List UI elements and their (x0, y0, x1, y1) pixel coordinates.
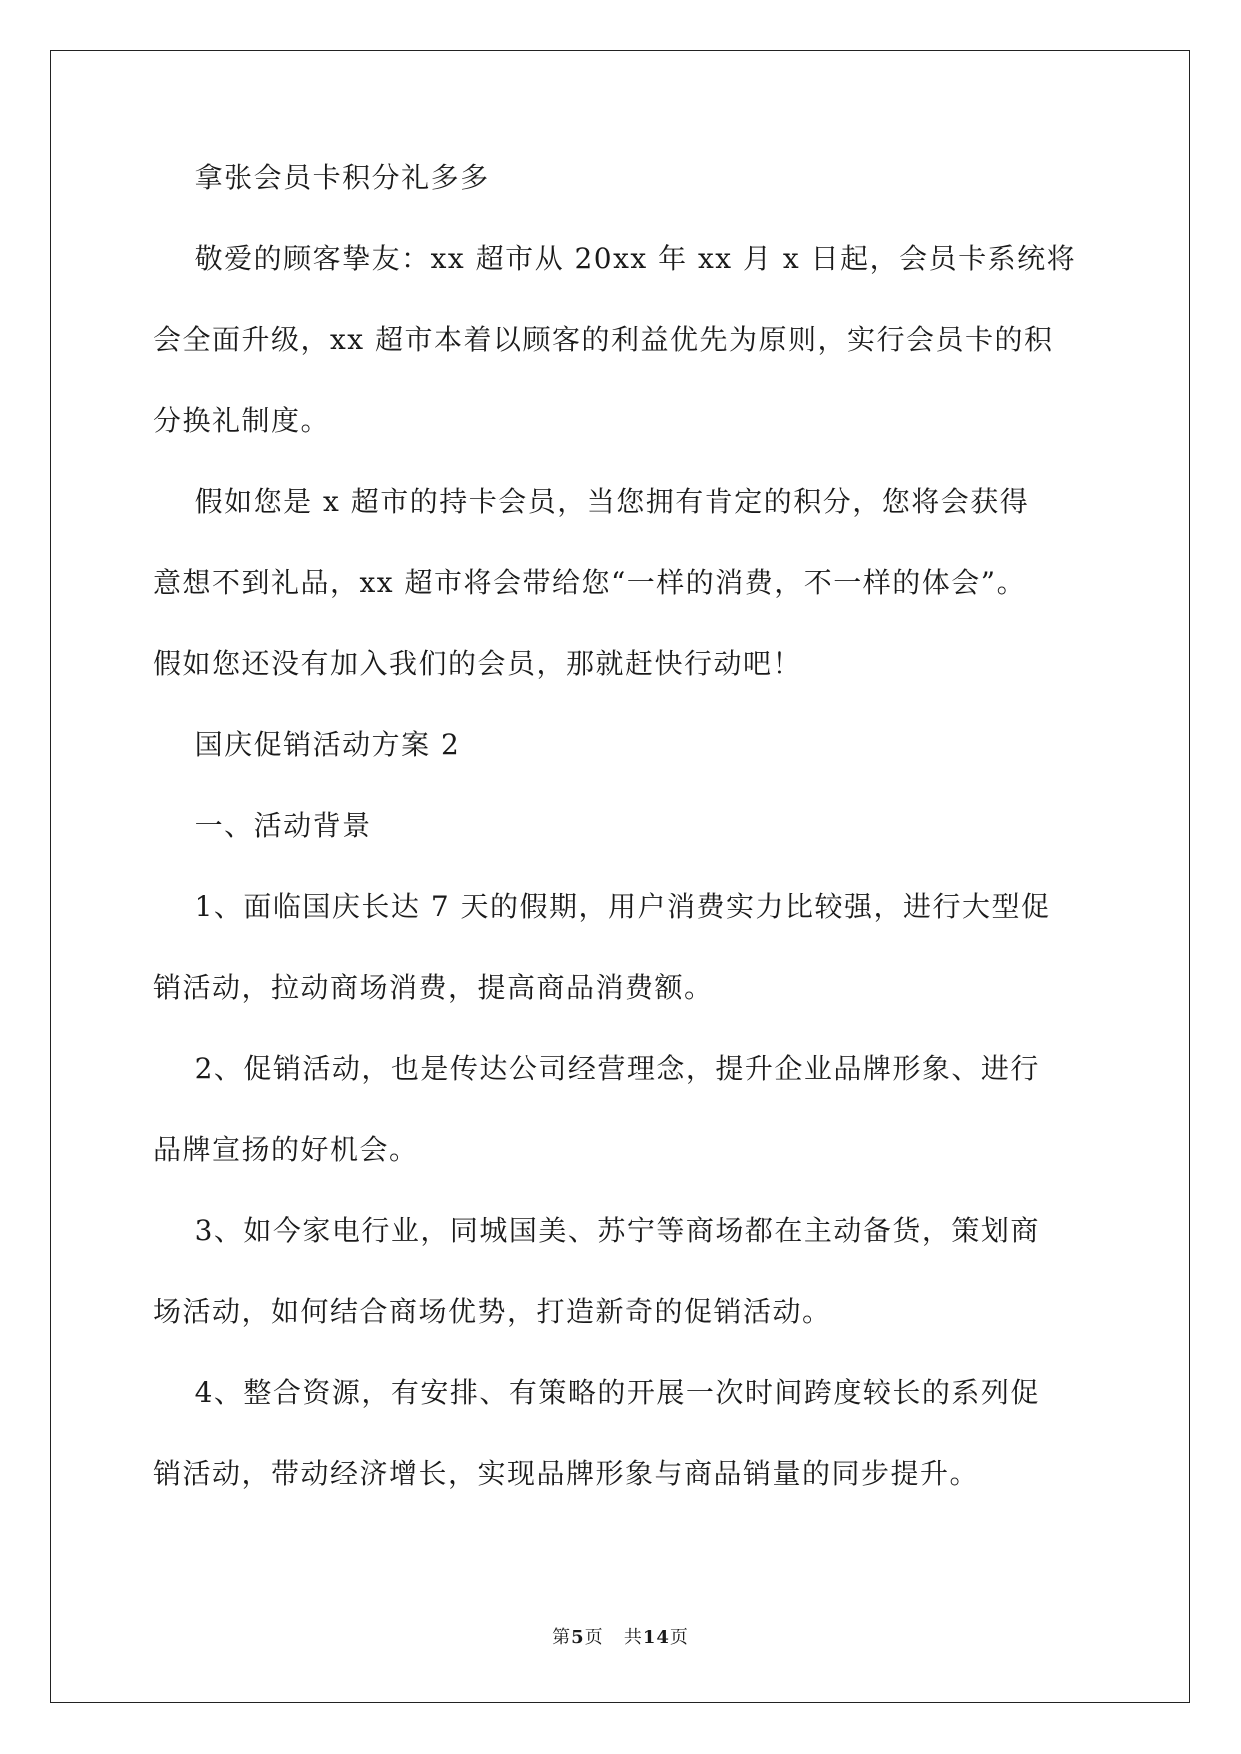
document-line: 1、面临国庆长达 7 天的假期，用户消费实力比较强，进行大型促 (153, 890, 1051, 923)
page-prefix: 第 (552, 1627, 572, 1648)
document-line: 会全面升级，xx 超市本着以顾客的利益优先为原则，实行会员卡的积 (153, 323, 1054, 356)
document-line: 拿张会员卡积分礼多多 (153, 161, 490, 194)
total-prefix: 共 (623, 1627, 643, 1648)
page-suffix: 页 (584, 1627, 604, 1648)
document-line: 假如您是 x 超市的持卡会员，当您拥有肯定的积分，您将会获得 (153, 485, 1030, 518)
document-line: 国庆促销活动方案 2 (153, 728, 461, 761)
document-line: 分换礼制度。 (153, 404, 331, 437)
document-line: 3、如今家电行业，同城国美、苏宁等商场都在主动备货，策划商 (153, 1214, 1040, 1247)
document-line: 2、促销活动，也是传达公司经营理念，提升企业品牌形象、进行 (153, 1052, 1040, 1085)
page-number: 5 (571, 1627, 585, 1648)
document-line: 意想不到礼品，xx 超市将会带给您“一样的消费，不一样的体会”。 (153, 566, 1027, 599)
page-footer (0, 1627, 1241, 1649)
document-line: 销活动，拉动商场消费，提高商品消费额。 (153, 971, 714, 1004)
document-line: 场活动，如何结合商场优势，打造新奇的促销活动。 (153, 1295, 832, 1328)
document-line: 品牌宣扬的好机会。 (153, 1133, 419, 1166)
document-line: 假如您还没有加入我们的会员，那就赶快行动吧！ (153, 647, 803, 680)
document-line: 4、整合资源，有安排、有策略的开展一次时间跨度较长的系列促 (153, 1376, 1040, 1409)
document-body (153, 160, 1087, 1537)
document-line: 一、活动背景 (153, 809, 372, 842)
document-line: 敬爱的顾客挚友：xx 超市从 20xx 年 xx 月 x 日起，会员卡系统将 (153, 242, 1077, 275)
total-suffix: 页 (669, 1627, 689, 1648)
document-line: 销活动，带动经济增长，实现品牌形象与商品销量的同步提升。 (153, 1457, 980, 1490)
total-pages: 14 (642, 1627, 670, 1648)
